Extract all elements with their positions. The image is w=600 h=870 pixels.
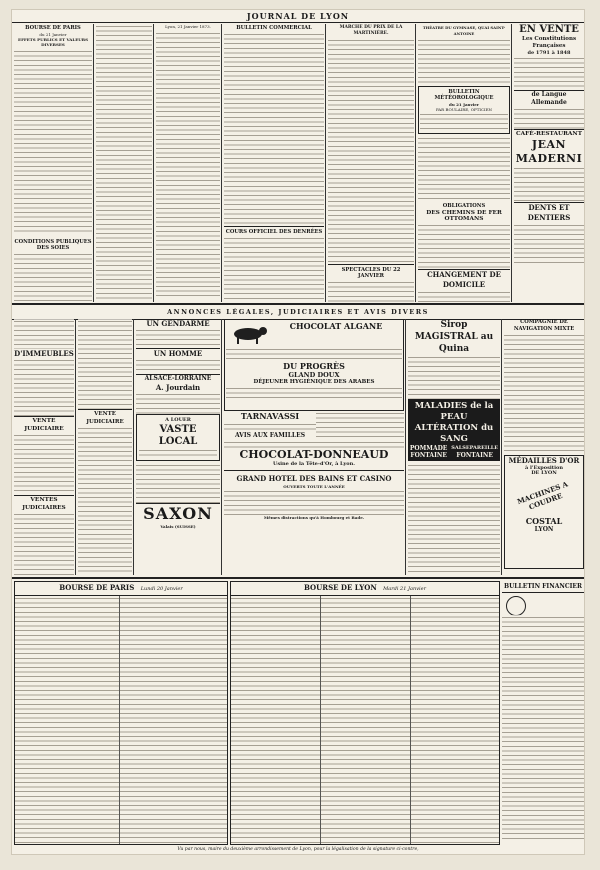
gland-doux-line1: GLAND DOUX	[288, 371, 340, 379]
legal-ad-text-5	[78, 319, 132, 409]
algane-text	[226, 347, 402, 361]
bulletin-financier-column	[502, 581, 584, 843]
meteo-date: du 21 Janvier	[449, 102, 479, 107]
bourse-lyon-bottom-head	[231, 582, 499, 596]
a-louer-box	[136, 414, 220, 461]
annonces-title: ANNONCES LÉGALES, JUDICIAIRES ET AVIS DIVERS	[12, 303, 584, 320]
bulletin-commercial-title: BULLETIN COMMERCIAL	[236, 25, 312, 31]
cow-icon	[228, 323, 268, 345]
lyon-chronicle-column	[156, 24, 220, 302]
maladies-line1: MALADIES de la PEAU	[414, 401, 494, 422]
salsepareille-fontaine: FONTAINE	[456, 452, 493, 459]
conditions-soies-table	[14, 252, 92, 302]
a-louer-text	[139, 448, 217, 458]
remedies-column	[408, 319, 500, 575]
dents-title: DENTS ET DENTIERS	[514, 202, 584, 223]
conditions-soies-title: CONDITIONS PUBLIQUES DES SOIES	[14, 239, 92, 251]
alsace-name: A. Jourdain	[155, 383, 201, 392]
cafe-name: JEAN MADERNI	[515, 138, 583, 165]
medailles-box	[504, 455, 584, 569]
obligations-line: DES CHEMINS DE FER OTTOMANS	[426, 210, 502, 222]
bourse-paris-column	[14, 24, 92, 302]
bourse-paris-table-left	[15, 596, 120, 845]
theatre-title: THÉATRE DU GYMNASE, QUAI SAINT-ANTOINE	[422, 25, 506, 36]
langue-title: de Langue Allemande	[514, 90, 584, 107]
homme-text	[136, 358, 220, 374]
en-vente-title: EN VENTE	[519, 24, 579, 35]
alsace-title: ALSACE-LORRAINE	[136, 374, 220, 383]
grand-hotel-sub: OUVERTS TOUTE L'ANNÉE	[283, 484, 345, 489]
en-vente-text	[514, 56, 584, 90]
cours-officiel-text	[224, 236, 324, 300]
changement-text	[418, 290, 510, 302]
sirop-text	[408, 355, 500, 399]
vente-judiciaire-2-title: VENTE JUDICIAIRE	[78, 409, 132, 426]
bourse-lyon-table-1	[231, 596, 321, 845]
valeurs-table	[96, 24, 152, 300]
spectacles-title: SPECTACLES DU 22 JANVIER	[341, 267, 401, 279]
dateline: Lyon, 21 Janvier 1873.	[165, 24, 211, 29]
gendarme-text	[136, 328, 220, 348]
grand-hotel-text	[224, 489, 404, 515]
bulletin-commercial-column	[224, 24, 324, 302]
marche-prix-table	[328, 38, 414, 262]
legal-ad-text-2	[14, 358, 74, 416]
chocolat-algane-sub: DU PROGRÈS	[283, 361, 345, 371]
en-vente-work: Les Constitutions Françaises	[521, 36, 577, 49]
navigation-text	[504, 333, 584, 453]
chocolat-donneaud-sub: Usine de la Tête-d'Or, à Lyon.	[272, 461, 356, 467]
machines-city: LYON	[534, 526, 554, 533]
notices-column	[136, 319, 220, 575]
legal-ads-column	[14, 319, 74, 575]
marche-column	[328, 24, 414, 302]
saxon-sub: Valais (SUISSE)	[160, 524, 196, 529]
sirop-title: Sirop MAGISTRAL au Quina	[414, 320, 494, 354]
meteo-title: BULLETIN MÉTÉOROLOGIQUE	[434, 89, 494, 101]
grand-hotel-foot: Mêmes distractions qu'à Hombourg et Bade.	[263, 515, 365, 520]
bulletin-commercial-text	[224, 32, 324, 224]
theatre-text	[418, 38, 510, 84]
legal-ad-text-6	[78, 426, 132, 575]
newspaper-page	[12, 10, 584, 854]
legal-ad-text-3	[14, 433, 74, 495]
meteo-author: PAR BOULAIRE, OPTICIEN	[435, 107, 493, 112]
maladies-line2: ALTÉRATION du SANG	[414, 423, 494, 444]
marche-prix-title: MARCHÉ DU PRIX DE LA MARTINIÈRE.	[339, 25, 403, 36]
masthead: JOURNAL DE LYON	[12, 10, 584, 23]
en-vente-years: de 1791 à 1848	[527, 50, 571, 56]
bourse-lyon-bottom-date: Mardi 21 Janvier	[383, 586, 426, 592]
bulletin-financier-title: BULLETIN FINANCIER	[502, 581, 584, 593]
meteo-box	[418, 86, 510, 134]
chocolat-donneaud-intro	[224, 440, 404, 448]
bourse-paris-bottom-date: Lundi 20 Janvier	[140, 586, 183, 592]
bourse-paris-title: BOURSE DE PARIS	[25, 25, 81, 31]
medailles-sub: à l'Exposition	[525, 465, 563, 471]
gland-doux-text	[226, 386, 402, 402]
avis-text	[418, 136, 510, 202]
bourse-lyon-bottom-title: BOURSE DE LYON	[304, 583, 377, 592]
alsace-text	[136, 392, 220, 414]
chocolat-column	[224, 319, 404, 575]
homme-title: UN HOMME	[136, 348, 220, 358]
a-louer-title: A LOUER	[165, 417, 191, 423]
legalisation-footer: Vu par nous, maire du deuxième arrondissement de Lyon, pour la légalisation de la signature ci-contre,	[177, 847, 419, 852]
maladies-text	[408, 463, 500, 575]
chocolat-algane-title: CHOCOLAT ALGANE	[289, 321, 383, 331]
bourse-lyon-table-2	[321, 596, 411, 845]
advert-column-top	[514, 24, 584, 302]
legal-ads-column-2	[78, 319, 132, 575]
cafe-title: CAFÉ-RESTAURANT	[515, 131, 583, 137]
navigation-title: COMPAGNIE DE NAVIGATION MIXTE	[513, 319, 575, 332]
obligations-text	[418, 223, 510, 269]
bulletin-financier-text	[502, 615, 584, 839]
cours-officiel-title: COURS OFFICIEL DES DENRÉES	[225, 229, 323, 235]
notices-text	[136, 463, 220, 503]
immeubles-title: D'IMMEUBLES	[14, 349, 74, 358]
cafe-text	[514, 166, 584, 202]
tarnavassi-text	[224, 422, 316, 432]
quotes-table	[14, 49, 92, 235]
chocolat-donneaud-title: CHOCOLAT-DONNEAUD	[239, 448, 389, 461]
machines-title: MACHINES A COUDRE	[515, 479, 570, 512]
dents-text	[514, 223, 584, 263]
bourse-paris-bottom-head	[15, 582, 227, 596]
bourse-paris-section: EFFETS PUBLICS ET VALEURS DIVERSES	[18, 37, 88, 47]
saxon-title: SAXON	[136, 503, 220, 524]
langue-text	[514, 107, 584, 129]
bourse-paris-table-right	[120, 596, 227, 845]
valeurs-column	[96, 24, 152, 302]
tarnavassi-title: TARNAVASSI	[240, 411, 300, 421]
changement-title: CHANGEMENT DE DOMICILE	[418, 269, 510, 290]
meteo-table	[420, 112, 508, 132]
salsepareille-label: SALSEPAREILLE	[451, 445, 499, 451]
pommade-label: POMMADE	[409, 445, 448, 452]
machines-maker: COSTAL	[525, 516, 563, 526]
bourse-paris-subtitle: du 21 Janvier	[39, 32, 67, 37]
vente-judiciaire-title: VENTE JUDICIAIRE	[14, 416, 74, 433]
legal-ad-text-4	[14, 512, 74, 575]
medailles-title: MÉDAILLES D'OR	[508, 456, 580, 465]
navigation-column	[504, 319, 584, 575]
theatre-column	[418, 24, 510, 302]
obligations-title: OBLIGATIONS	[442, 203, 486, 209]
stamp-icon	[506, 596, 526, 616]
bourse-paris-bottom-title: BOURSE DE PARIS	[59, 583, 135, 592]
gendarme-title: UN GENDARME	[146, 319, 210, 328]
spectacles-text	[328, 280, 414, 302]
tarnavassi-side-text	[316, 411, 404, 440]
bourse-lyon-table-3	[411, 596, 499, 845]
a-louer-big: VASTE LOCAL	[158, 424, 198, 447]
grand-hotel-title: GRAND HOTEL DES BAINS ET CASINO	[236, 474, 392, 483]
bourse-lyon-bottom	[230, 581, 500, 845]
legal-ad-text	[14, 319, 74, 349]
maladies-banner	[408, 399, 500, 461]
bourse-paris-bottom	[14, 581, 228, 845]
gland-doux-line2: DÉJEUNER HYGIÉNIQUE DES ARABES	[253, 379, 375, 385]
chronicle-text	[156, 31, 220, 299]
ventes-judiciaires-title: VENTES JUDICIAIRES	[14, 495, 74, 512]
medailles-place: DE LYON	[531, 470, 557, 476]
avis-familles-title: AVIS AUX FAMILLES	[234, 432, 306, 439]
chocolat-algane-box	[224, 319, 404, 411]
pommade-fontaine: FONTAINE	[410, 452, 447, 459]
